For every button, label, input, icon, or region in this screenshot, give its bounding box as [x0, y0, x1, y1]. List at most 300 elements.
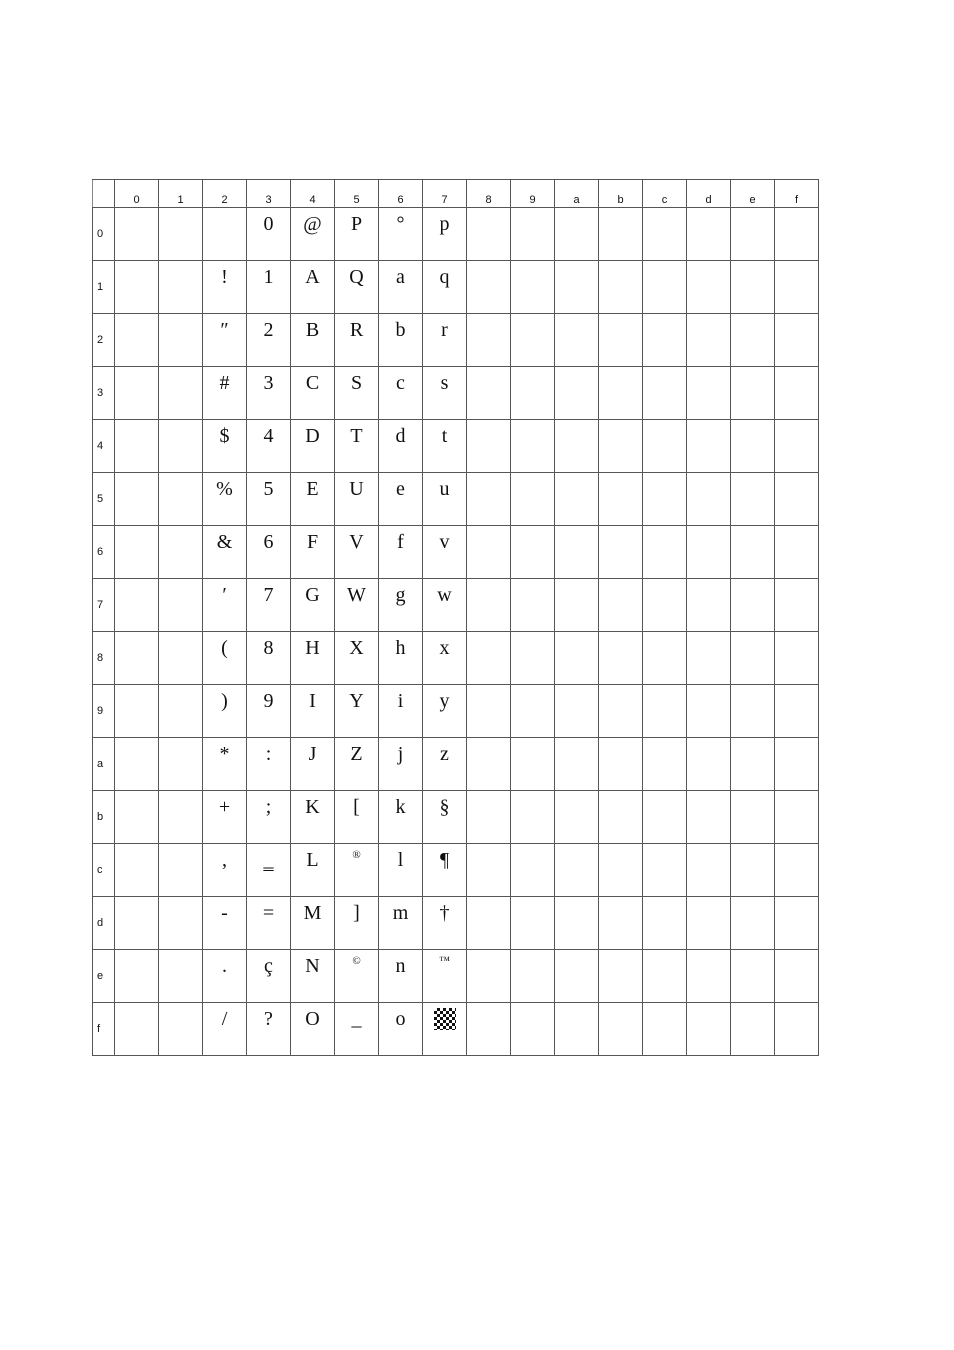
char-cell [379, 420, 423, 473]
char-cell [643, 367, 687, 420]
char-glyph: - [221, 902, 228, 924]
char-cell [775, 526, 819, 579]
char-cell [599, 314, 643, 367]
char-glyph: W [347, 584, 366, 606]
char-cell [247, 685, 291, 738]
char-cell [159, 1003, 203, 1056]
table-row [93, 950, 819, 1003]
char-cell [731, 526, 775, 579]
table-row [93, 632, 819, 685]
char-glyph: g [395, 584, 406, 606]
char-cell [247, 473, 291, 526]
char-cell [159, 738, 203, 791]
char-glyph: A [305, 266, 320, 288]
char-cell [247, 632, 291, 685]
char-glyph: p [439, 213, 450, 235]
char-cell [335, 844, 379, 897]
char-cell [203, 473, 247, 526]
char-glyph: 7 [263, 584, 274, 606]
char-cell [775, 579, 819, 632]
char-glyph: ] [353, 902, 360, 924]
char-cell [115, 420, 159, 473]
char-cell [687, 420, 731, 473]
char-glyph: v [439, 531, 450, 553]
char-glyph: q [439, 266, 450, 288]
char-cell [335, 420, 379, 473]
char-cell [731, 632, 775, 685]
char-glyph: k [395, 796, 406, 818]
char-glyph: ° [396, 213, 405, 235]
char-glyph: x [439, 637, 450, 659]
char-cell [203, 791, 247, 844]
char-glyph: ? [264, 1008, 273, 1030]
char-cell [423, 314, 467, 367]
char-cell [643, 579, 687, 632]
char-cell [643, 844, 687, 897]
char-cell [335, 526, 379, 579]
char-cell [599, 420, 643, 473]
char-cell [467, 473, 511, 526]
column-header-5: 5 [335, 180, 379, 208]
char-cell [775, 632, 819, 685]
char-glyph: , [222, 849, 227, 871]
table-row [93, 844, 819, 897]
char-cell [511, 950, 555, 1003]
char-cell [379, 526, 423, 579]
char-cell [467, 632, 511, 685]
char-cell [159, 473, 203, 526]
char-cell [687, 897, 731, 950]
row-header-0: 0 [93, 208, 115, 261]
char-cell [247, 367, 291, 420]
char-cell [335, 261, 379, 314]
char-cell [731, 685, 775, 738]
char-glyph: J [308, 743, 317, 765]
char-cell [775, 844, 819, 897]
char-cell [203, 420, 247, 473]
char-cell [687, 526, 731, 579]
char-cell [511, 526, 555, 579]
char-cell [379, 685, 423, 738]
char-cell [203, 1003, 247, 1056]
char-glyph: T [350, 425, 363, 447]
char-cell [731, 738, 775, 791]
char-cell [247, 579, 291, 632]
char-cell [643, 897, 687, 950]
char-cell [643, 685, 687, 738]
char-cell [115, 950, 159, 1003]
char-cell [423, 791, 467, 844]
char-glyph: ¶ [439, 849, 450, 871]
char-glyph: C [305, 372, 320, 394]
char-cell [423, 950, 467, 1003]
char-cell [687, 1003, 731, 1056]
char-cell [115, 738, 159, 791]
char-cell [335, 897, 379, 950]
char-cell [687, 367, 731, 420]
char-cell [159, 420, 203, 473]
char-glyph: : [265, 743, 272, 765]
char-glyph: o [395, 1008, 406, 1030]
char-cell [775, 420, 819, 473]
char-cell [291, 685, 335, 738]
char-cell [203, 950, 247, 1003]
column-header-f: f [775, 180, 819, 208]
char-cell [643, 526, 687, 579]
char-glyph: E [306, 478, 319, 500]
char-cell [555, 950, 599, 1003]
char-glyph: 0 [263, 213, 274, 235]
char-cell [291, 208, 335, 261]
row-header-9: 9 [93, 685, 115, 738]
char-cell [335, 367, 379, 420]
char-cell [555, 791, 599, 844]
char-glyph: 9 [263, 690, 274, 712]
char-cell [555, 632, 599, 685]
char-cell [731, 1003, 775, 1056]
char-glyph: B [305, 319, 320, 341]
char-cell [687, 738, 731, 791]
table-corner [93, 180, 115, 208]
char-cell [643, 261, 687, 314]
char-cell [555, 1003, 599, 1056]
char-cell [203, 261, 247, 314]
char-cell [467, 844, 511, 897]
char-glyph: i [397, 690, 404, 712]
char-glyph: b [395, 319, 406, 341]
char-cell [159, 632, 203, 685]
char-cell [511, 420, 555, 473]
char-cell [599, 897, 643, 950]
char-cell [731, 950, 775, 1003]
char-cell [599, 261, 643, 314]
char-cell [599, 367, 643, 420]
char-cell [643, 420, 687, 473]
char-glyph: $ [219, 425, 230, 447]
char-glyph: 8 [263, 637, 274, 659]
char-cell [379, 367, 423, 420]
char-cell [643, 314, 687, 367]
char-cell [599, 526, 643, 579]
char-glyph: ™ [439, 955, 450, 967]
char-cell [511, 738, 555, 791]
char-cell [291, 420, 335, 473]
char-cell [467, 526, 511, 579]
char-cell [643, 1003, 687, 1056]
char-glyph: & [216, 531, 233, 553]
char-cell [115, 1003, 159, 1056]
char-cell [731, 897, 775, 950]
char-cell [379, 579, 423, 632]
char-cell [687, 579, 731, 632]
char-cell [775, 367, 819, 420]
char-cell [511, 844, 555, 897]
char-cell [599, 950, 643, 1003]
char-glyph: R [349, 319, 364, 341]
char-cell [159, 261, 203, 314]
row-header-2: 2 [93, 314, 115, 367]
char-cell [423, 420, 467, 473]
row-header-d: d [93, 897, 115, 950]
char-cell [687, 208, 731, 261]
char-glyph: U [349, 478, 364, 500]
char-cell [555, 526, 599, 579]
char-cell [467, 738, 511, 791]
char-cell [423, 738, 467, 791]
char-glyph: P [350, 213, 363, 235]
char-cell [291, 261, 335, 314]
char-cell [291, 367, 335, 420]
char-cell [247, 738, 291, 791]
char-cell [599, 579, 643, 632]
char-cell [159, 791, 203, 844]
char-cell [423, 473, 467, 526]
table-row [93, 685, 819, 738]
char-cell [379, 632, 423, 685]
char-cell [775, 685, 819, 738]
table-row [93, 526, 819, 579]
char-cell [511, 685, 555, 738]
char-cell [203, 738, 247, 791]
char-cell [379, 261, 423, 314]
char-cell [203, 844, 247, 897]
char-cell [291, 897, 335, 950]
char-cell [423, 685, 467, 738]
char-glyph: 4 [263, 425, 274, 447]
row-header-3: 3 [93, 367, 115, 420]
char-cell [335, 314, 379, 367]
char-cell [247, 526, 291, 579]
char-glyph: @ [303, 213, 322, 235]
char-cell [291, 579, 335, 632]
char-glyph: 1 [263, 266, 274, 288]
char-cell [115, 261, 159, 314]
char-cell [203, 367, 247, 420]
char-cell [555, 208, 599, 261]
char-cell [291, 738, 335, 791]
row-header-6: 6 [93, 526, 115, 579]
char-glyph: * [219, 743, 230, 765]
char-cell [643, 738, 687, 791]
char-glyph: X [349, 637, 364, 659]
char-cell [159, 208, 203, 261]
char-cell [467, 950, 511, 1003]
char-cell [335, 632, 379, 685]
row-header-1: 1 [93, 261, 115, 314]
char-cell [731, 579, 775, 632]
char-glyph: Q [349, 266, 364, 288]
char-cell [687, 261, 731, 314]
char-cell [159, 367, 203, 420]
char-cell [511, 473, 555, 526]
table-row [93, 208, 819, 261]
char-cell [511, 791, 555, 844]
table-row [93, 897, 819, 950]
char-cell [511, 632, 555, 685]
char-glyph: ′ [222, 584, 227, 606]
char-cell [291, 1003, 335, 1056]
char-glyph: n [395, 955, 406, 977]
char-cell [115, 844, 159, 897]
char-glyph: j [397, 743, 404, 765]
char-cell [775, 791, 819, 844]
char-cell [247, 897, 291, 950]
table-row [93, 738, 819, 791]
char-cell [423, 844, 467, 897]
char-cell [731, 261, 775, 314]
char-glyph: ; [265, 796, 272, 818]
char-cell [555, 579, 599, 632]
char-cell [599, 632, 643, 685]
table-row [93, 473, 819, 526]
char-cell [511, 579, 555, 632]
row-header-a: a [93, 738, 115, 791]
char-glyph: ″ [220, 319, 229, 341]
char-cell [467, 897, 511, 950]
char-cell [247, 420, 291, 473]
column-header-a: a [555, 180, 599, 208]
char-cell [159, 314, 203, 367]
char-glyph: a [396, 266, 405, 288]
char-cell [775, 897, 819, 950]
char-cell [291, 791, 335, 844]
char-cell [511, 208, 555, 261]
char-cell [555, 367, 599, 420]
char-glyph: u [439, 478, 450, 500]
char-cell [599, 738, 643, 791]
char-glyph: . [222, 955, 227, 977]
char-cell [203, 897, 247, 950]
char-cell [511, 367, 555, 420]
char-cell [423, 579, 467, 632]
char-glyph: r [441, 319, 448, 341]
char-cell [247, 261, 291, 314]
row-header-5: 5 [93, 473, 115, 526]
char-glyph: t [441, 425, 448, 447]
char-cell [159, 685, 203, 738]
char-glyph: H [305, 637, 320, 659]
char-glyph: 5 [263, 478, 274, 500]
char-cell [247, 1003, 291, 1056]
char-glyph: = [262, 902, 275, 924]
column-header-4: 4 [291, 180, 335, 208]
char-cell [643, 632, 687, 685]
char-glyph: ) [221, 690, 228, 712]
char-glyph: 6 [263, 531, 274, 553]
char-glyph: L [306, 849, 319, 871]
char-cell [247, 950, 291, 1003]
char-cell [555, 897, 599, 950]
char-glyph: w [437, 584, 452, 606]
table-row [93, 314, 819, 367]
char-cell [555, 738, 599, 791]
row-header-e: e [93, 950, 115, 1003]
char-glyph: ® [352, 849, 361, 861]
char-glyph: s [440, 372, 449, 394]
char-glyph: / [221, 1008, 228, 1030]
char-cell [115, 473, 159, 526]
char-cell [159, 844, 203, 897]
char-cell [291, 473, 335, 526]
char-cell [335, 473, 379, 526]
char-cell [159, 897, 203, 950]
char-cell [291, 632, 335, 685]
char-cell [731, 844, 775, 897]
char-cell [731, 420, 775, 473]
char-cell [731, 791, 775, 844]
char-glyph: z [440, 743, 449, 765]
char-cell [423, 261, 467, 314]
char-cell [379, 473, 423, 526]
char-glyph: † [439, 902, 450, 924]
char-cell [379, 1003, 423, 1056]
char-cell [203, 632, 247, 685]
column-header-8: 8 [467, 180, 511, 208]
char-cell [643, 950, 687, 1003]
char-cell [555, 261, 599, 314]
char-cell [115, 791, 159, 844]
char-cell [511, 261, 555, 314]
char-cell [203, 314, 247, 367]
char-cell [467, 685, 511, 738]
char-cell [159, 526, 203, 579]
char-cell [423, 897, 467, 950]
char-cell [599, 791, 643, 844]
table-row [93, 1003, 819, 1056]
char-cell [555, 420, 599, 473]
char-cell [687, 632, 731, 685]
char-glyph: F [306, 531, 319, 553]
column-header-7: 7 [423, 180, 467, 208]
char-glyph: % [216, 478, 233, 500]
character-set-table [92, 179, 819, 1056]
char-cell [467, 314, 511, 367]
char-glyph: M [303, 902, 322, 924]
column-header-3: 3 [247, 180, 291, 208]
char-glyph: N [305, 955, 320, 977]
char-cell [555, 844, 599, 897]
char-cell [115, 632, 159, 685]
char-cell [599, 844, 643, 897]
char-glyph: + [218, 796, 231, 818]
char-glyph: 2 [263, 319, 274, 341]
char-glyph: _ [351, 1008, 362, 1030]
char-cell [159, 950, 203, 1003]
char-cell [379, 208, 423, 261]
shade-block-icon [434, 1008, 456, 1030]
row-header-7: 7 [93, 579, 115, 632]
row-header-c: c [93, 844, 115, 897]
char-cell [291, 844, 335, 897]
char-cell [599, 1003, 643, 1056]
char-cell [687, 473, 731, 526]
char-glyph: 3 [263, 372, 274, 394]
char-cell [335, 685, 379, 738]
char-cell [335, 1003, 379, 1056]
char-cell [423, 208, 467, 261]
char-cell [467, 367, 511, 420]
char-cell [203, 526, 247, 579]
row-header-8: 8 [93, 632, 115, 685]
char-cell [467, 208, 511, 261]
char-cell [247, 314, 291, 367]
char-cell [379, 314, 423, 367]
char-cell [775, 950, 819, 1003]
char-cell [643, 208, 687, 261]
table-row [93, 367, 819, 420]
column-header-d: d [687, 180, 731, 208]
char-cell [643, 473, 687, 526]
